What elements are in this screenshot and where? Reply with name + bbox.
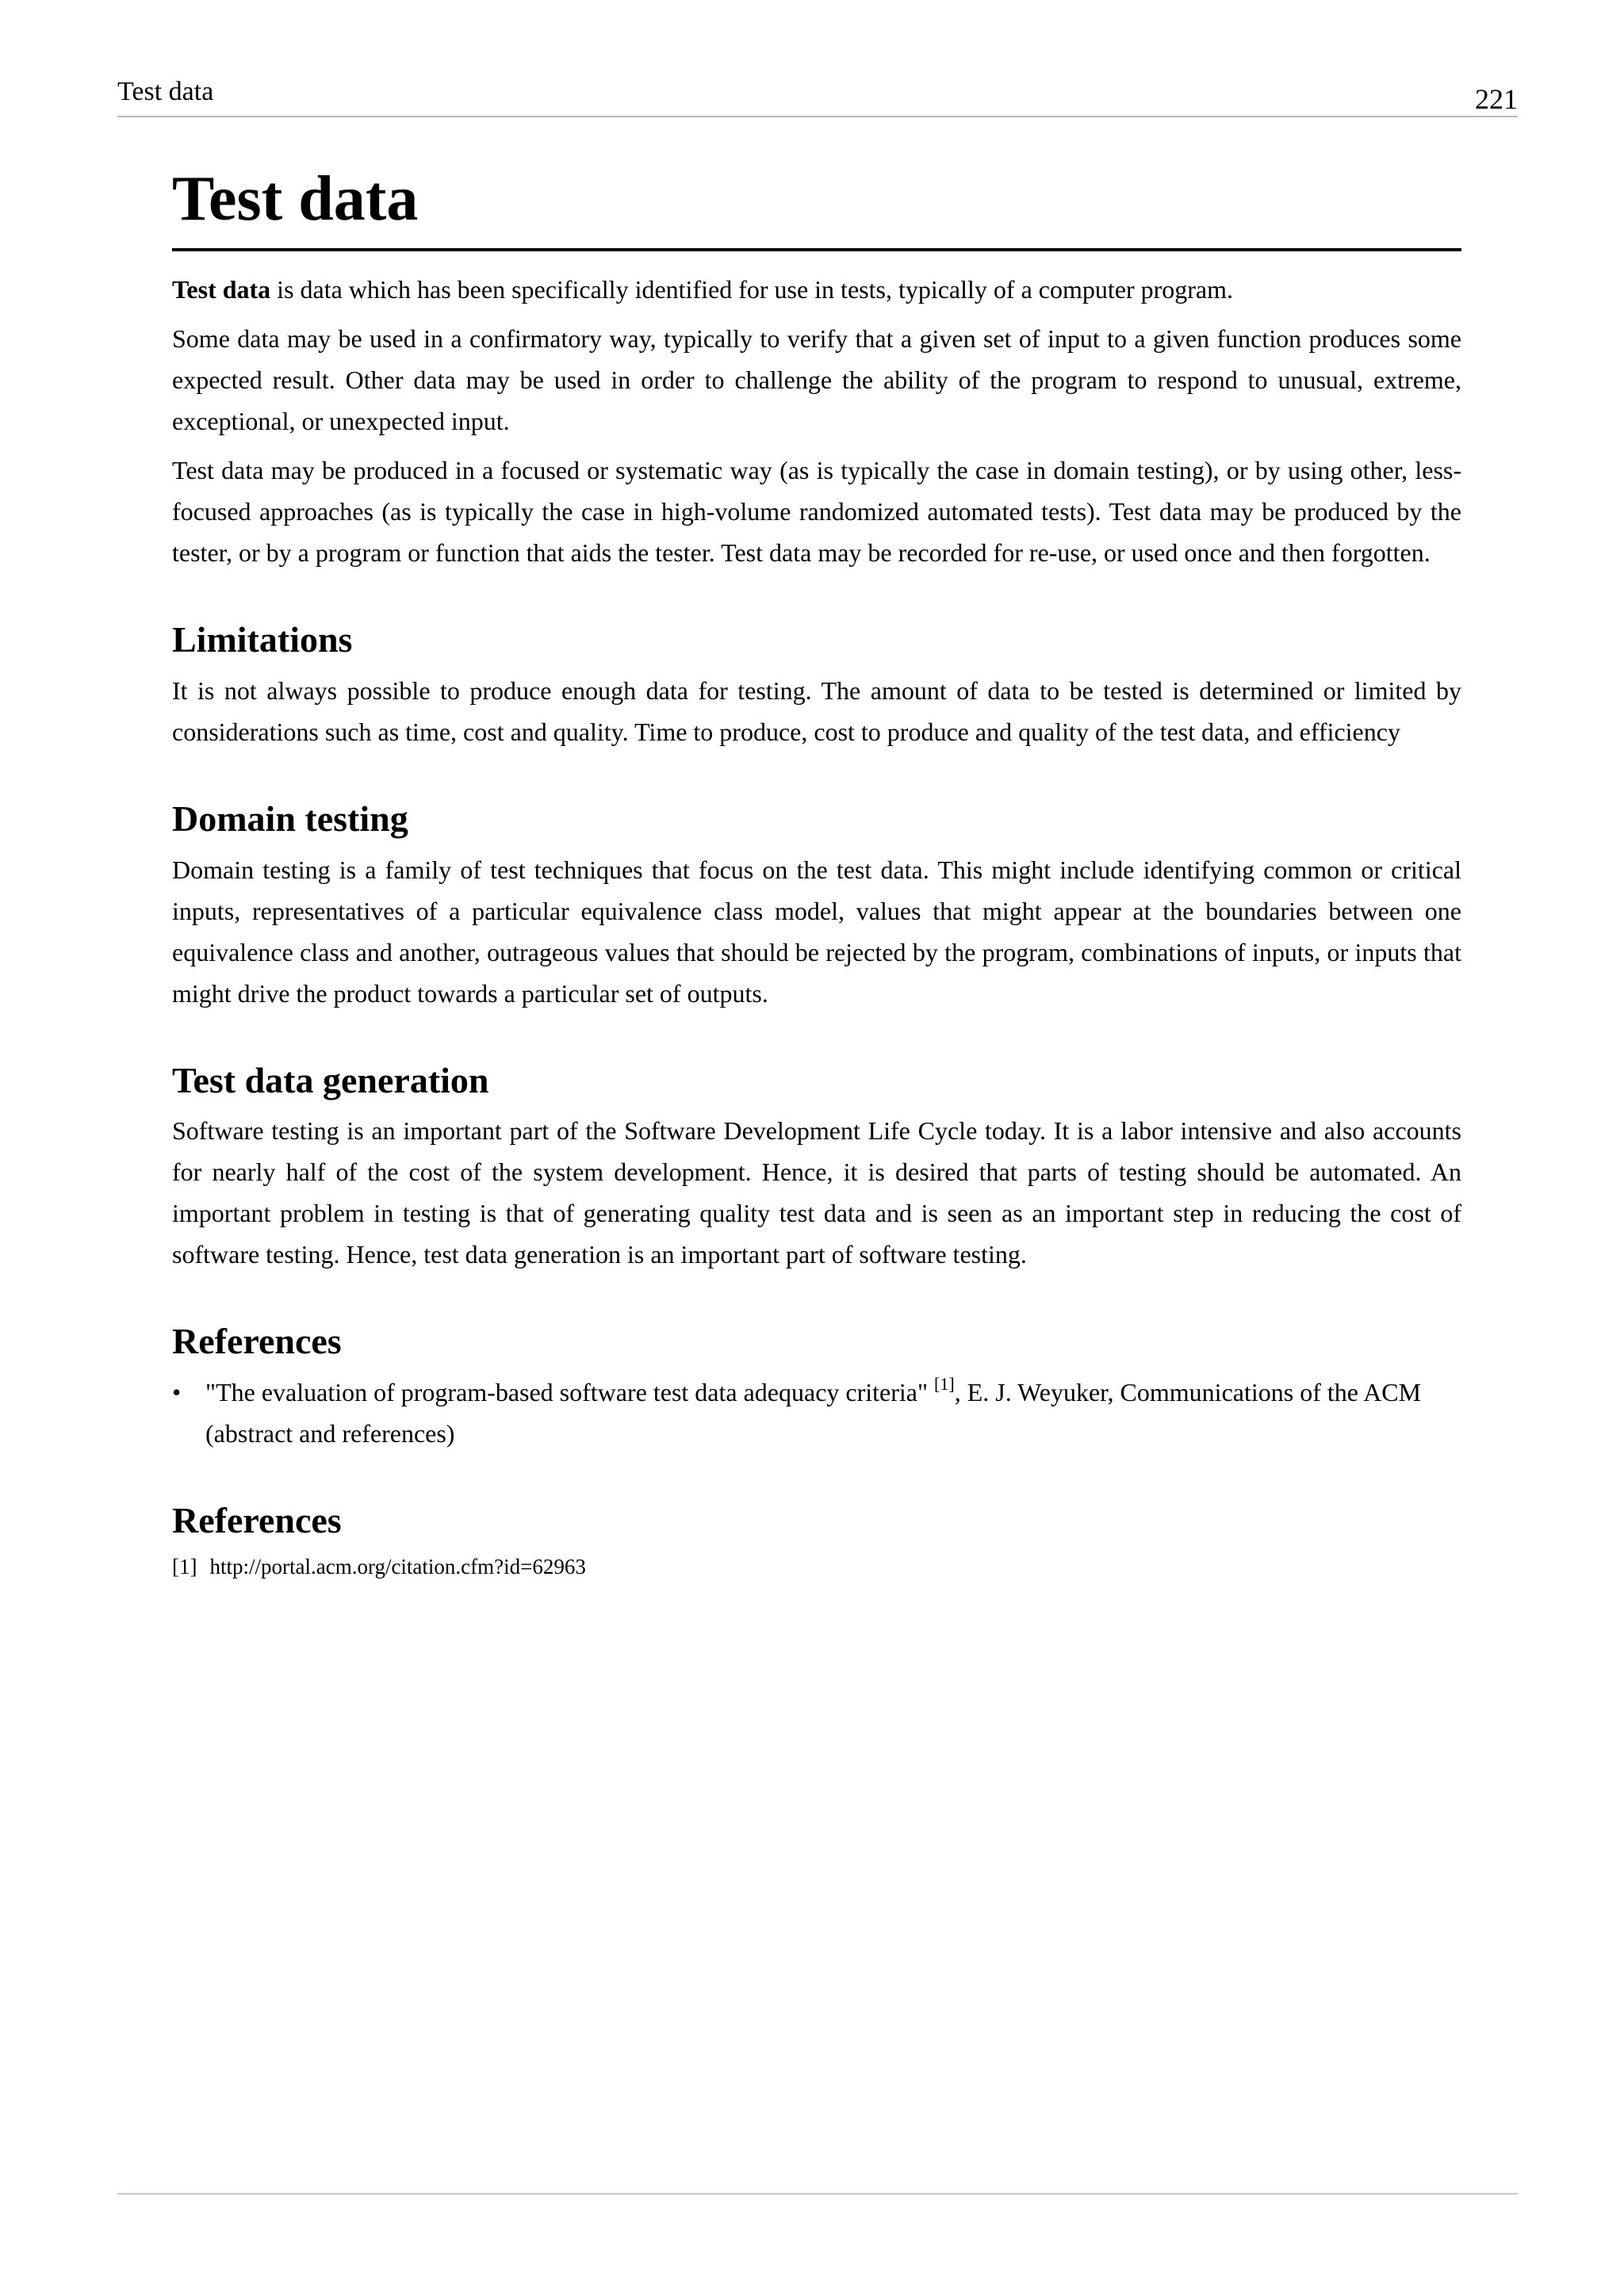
- reference-title: "The evaluation of program-based software test data adequacy criteria": [205, 1378, 929, 1407]
- intro-paragraph-3: Test data may be produced in a focused or systematic way (as is typically the case in domain testing), or by using other, less-focused approaches (as is typically the case in high-volume randomized automated tests). Test data may be produced by the tester, or by a program or function that aids the tester. Test data may be recorded for re-use, or used once and then forgotten.: [172, 456, 1461, 567]
- reference-details: , E. J. Weyuker, Communications of the ACM (abstract and references): [205, 1378, 1422, 1448]
- section-heading-limitations: Limitations: [172, 619, 353, 660]
- references-list: [172, 1372, 1461, 1454]
- intro-lead-term: Test data: [172, 275, 271, 304]
- article-body: [172, 163, 1461, 1582]
- running-title: Test data: [117, 77, 214, 106]
- intro-paragraph: [172, 269, 1461, 310]
- footer-divider: [117, 2193, 1518, 2195]
- footnote-id: [1]: [172, 1554, 197, 1578]
- list-item: [172, 1372, 1461, 1454]
- page-title: Test data: [172, 163, 1461, 251]
- domain-testing-paragraph: Domain testing is a family of test techniques that focus on the test data. This might include identifying common or critical inputs, representatives of a particular equivalence class model, values that might appear at the boundaries between one equivalence class and another, outrageous values that should be rejected by the program, combinations of inputs, or inputs that might drive the product towards a particular set of outputs.: [172, 855, 1461, 1008]
- section-heading-references: References: [172, 1321, 342, 1362]
- test-data-generation-paragraph: Software testing is an important part of the Software Development Life Cycle today. It is a labor intensive and also accounts for nearly half of the cost of the system development. Hence, it is desired that parts of testing should be automated. An important problem in testing is that of generating quality test data and is seen as an important step in reducing the cost of software testing. Hence, test data generation is an important part of software testing.: [172, 1116, 1461, 1269]
- intro-lead-text: is data which has been specifically identified for use in tests, typically of a computer program.: [270, 275, 1234, 304]
- footnote-entry: [172, 1551, 1461, 1582]
- page-number: 221: [1475, 83, 1518, 115]
- limitations-paragraph: It is not always possible to produce enough data for testing. The amount of data to be tested is determined or limited by considerations such as time, cost and quality. Time to produce, cost to produce and quality of the test data, and efficiency: [172, 675, 1461, 746]
- section-heading-test-data-generation: Test data generation: [172, 1059, 489, 1100]
- running-header: [117, 76, 1518, 117]
- footnote-url-link[interactable]: http://portal.acm.org/citation.cfm?id=62963: [209, 1554, 586, 1578]
- section-heading-domain-testing: Domain testing: [172, 798, 408, 839]
- intro-paragraph-2: Some data may be used in a confirmatory way, typically to verify that a given set of input to a given function produces some expected result. Other data may be used in order to challenge the ability of the program to respond to unusual, extreme, exceptional, or unexpected input.: [172, 324, 1461, 435]
- bullet-icon: •: [172, 1378, 182, 1407]
- citation-link[interactable]: [1]: [934, 1374, 955, 1395]
- section-heading-footnotes: References: [172, 1500, 342, 1541]
